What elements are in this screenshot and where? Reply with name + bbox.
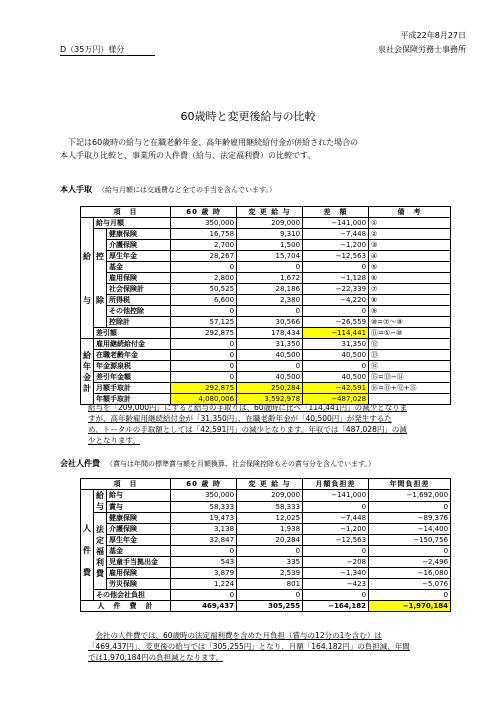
cell-60: 350,000 [171,218,237,229]
cell-note: ⑩=⑦～⑨ [369,317,451,328]
table-row [81,524,451,535]
row-label: 給与月額 [94,218,171,229]
table-header-row [81,479,451,490]
summary-line: 少となります。 [88,436,140,445]
row-label: その他控除 [107,306,171,317]
cell-diff: −22,339 [303,284,369,295]
labor-cost-table [80,478,451,612]
cell-note: ⑬ [369,350,451,361]
row-label: 賞与 [107,501,171,513]
document-date: 平成22年8月27日 [400,31,466,40]
intro-line: 下記は60歳時の給与と在職老齢年金、高年齢雇用継続給付金が併給された場合の [68,138,359,147]
cell-note: ⑯=⑪+⑫+⑮ [369,383,451,394]
row-label: 健康保険 [107,229,171,240]
cell-new-highlight: 3,592,978 [237,394,303,405]
cell-month-diff: −1,200 [303,524,369,535]
cell-month-diff: −1,340 [303,568,369,579]
recipient-label: D（35万円）様分 [60,44,155,56]
col-header: 月額負担差 [303,479,369,490]
table-row [81,590,451,601]
cell-diff: 40,500 [303,372,369,383]
cell-new: 305,255 [237,601,303,612]
cell-year-diff: −2,496 [369,557,451,568]
cell-new: 0 [237,361,303,372]
cell-diff: 0 [303,262,369,273]
row-label: 介護保険 [107,524,171,535]
cell-note: ② [369,229,451,240]
summary-line: では1,970,184円の負担減となります。 [88,653,224,662]
cell-60: 2,700 [171,240,237,251]
cell-month-diff: −12,563 [303,535,369,546]
cell-year-diff: −1,692,000 [369,490,451,502]
summary-line: 会社の人件費では、60歳時の法定福利費を含めた月負担（賞与の12分の1を含む）は [95,631,382,640]
table-row [81,568,451,579]
cell-new: 58,333 [237,501,303,513]
col-header: 項 目 [81,479,171,490]
intro-line: 本人手取り比較と、事業所の人件費（給与、法定福利費）の比較です。 [60,151,316,160]
table-row [81,557,451,568]
row-label: 差引額 [94,328,171,339]
cell-60-highlight: 292,875 [171,383,237,394]
table-row [81,383,451,394]
table-row [81,535,451,546]
take-home-table [80,206,451,405]
cell-diff: 0 [303,306,369,317]
table-row [81,284,451,295]
row-label: 介護保険 [107,240,171,251]
cell-note: ④ [369,251,451,262]
cell-new: 0 [237,546,303,557]
group-label-deduction: 控 除 [94,229,107,328]
table-header-row [81,207,451,218]
table-row [81,372,451,383]
summary-line: め、トータルの手取額としては「42,591円」の減少となります。年収では「487,028円」の減 [88,425,407,434]
group-label-personnel: 人 件 費 [81,490,94,601]
cell-new: 20,284 [237,535,303,546]
col-header: 変 更 給 与 [237,479,303,490]
cell-60: 28,267 [171,251,237,262]
cell-new: 1,938 [237,524,303,535]
cell-month-diff: 0 [303,590,369,601]
col-header: 60 歳 時 [171,207,237,218]
cell-60: 3,879 [171,568,237,579]
document-title: 60歳時と変更後給与の比較 [180,110,316,123]
cell-60: 0 [171,339,237,350]
table-row [81,317,451,328]
cell-note: ⑪=①−⑩ [369,328,451,339]
cell-60: 58,333 [171,501,237,513]
table-row [81,218,451,229]
cell-60: 57,125 [171,317,237,328]
cell-note: ⑦ [369,284,451,295]
cell-diff-highlight: −114,441 [303,328,369,339]
table-row [81,361,451,372]
cell-new: 0 [237,262,303,273]
cell-60: 543 [171,557,237,568]
table-row [81,251,451,262]
summary-line: 給与を「209,000円」にすると給与の手取りは、60歳時に比べ「114,441円」の減少となりま [88,403,408,412]
group-label-pension: 給 年 金 計 [81,339,94,405]
labor-cost-summary [88,630,448,663]
row-label: 雇用保険 [107,273,171,284]
col-header: 年間負担差 [369,479,451,490]
cell-year-diff: −150,756 [369,535,451,546]
office-name: 泉社会保険労務士事務所 [378,45,466,54]
cell-60: 350,000 [171,490,237,502]
cell-new: 209,000 [237,490,303,502]
cell-60: 2,800 [171,273,237,284]
cell-month-diff: −423 [303,579,369,590]
table-row [81,579,451,590]
cell-60: 19,473 [171,513,237,524]
cell-60-highlight: 4,080,006 [171,394,237,405]
cell-new: 1,672 [237,273,303,284]
cell-60: 0 [171,361,237,372]
group-label-salary: 給 与 [81,218,94,339]
row-label: 給与 [107,490,171,502]
cell-60: 0 [171,590,237,601]
table-row [81,490,451,502]
labor-cost-note: （賞与は年間の標準賞与額を月額換算、社会保険控除もその賞与分を含んでいます。） [106,460,375,468]
row-label: 年金源泉税 [94,361,171,372]
cell-month-diff: −7,448 [303,513,369,524]
cell-month-diff: −141,000 [303,490,369,502]
table-row [81,513,451,524]
row-label: 基金 [107,546,171,557]
cell-diff: −26,559 [303,317,369,328]
table-row [81,262,451,273]
cell-new: 2,380 [237,295,303,306]
cell-60: 0 [171,546,237,557]
cell-year-diff: 0 [369,546,451,557]
cell-new: 178,434 [237,328,303,339]
table-row [81,328,451,339]
cell-new: 40,500 [237,350,303,361]
cell-diff-highlight: −487,028 [303,394,369,405]
cell-new: 0 [237,306,303,317]
group-label-welfare: 法 定 福 利 費 [94,513,107,590]
cell-note: ⑭ [369,361,451,372]
cell-new-highlight: 250,284 [237,383,303,394]
col-header: 差 額 [303,207,369,218]
row-label: 雇用保険 [107,568,171,579]
cell-diff: −1,200 [303,240,369,251]
cell-note: ⑤ [369,262,451,273]
cell-60: 0 [171,262,237,273]
table-row [81,240,451,251]
take-home-title: 本人手取 [60,185,92,194]
cell-month-diff: −208 [303,557,369,568]
row-label: 児童手当拠出金 [107,557,171,568]
row-label: 人 件 費 計 [81,601,171,612]
row-label: 月額手取計 [94,383,171,394]
cell-new: 9,310 [237,229,303,240]
cell-new: 1,500 [237,240,303,251]
cell-diff: −7,448 [303,229,369,240]
row-label: 基金 [107,262,171,273]
cell-diff: −12,563 [303,251,369,262]
cell-diff-highlight: −42,591 [303,383,369,394]
cell-note: ⑥ [369,273,451,284]
labor-cost-title: 会社人件費 [60,459,100,468]
cell-new: 335 [237,557,303,568]
table-row [81,273,451,284]
table-row [81,306,451,317]
cell-60: 1,224 [171,579,237,590]
cell-new: 31,350 [237,339,303,350]
row-label: 労災保険 [107,579,171,590]
cell-month-diff: −164,182 [303,601,369,612]
cell-new: 801 [237,579,303,590]
cell-year-diff: −89,376 [369,513,451,524]
table-row [81,546,451,557]
cell-diff: 0 [303,361,369,372]
intro-text [60,136,450,162]
row-label: 社会保険計 [107,284,171,295]
cell-diff: 31,350 [303,339,369,350]
cell-diff: −1,128 [303,273,369,284]
cell-note: ⑨ [369,306,451,317]
table-row [81,295,451,306]
row-label: 差引年金額 [94,372,171,383]
cell-note: ⑫ [369,339,451,350]
cell-new: 0 [237,590,303,601]
cell-note: ⑮=⑬−⑭ [369,372,451,383]
cell-new: 12,025 [237,513,303,524]
row-label: 在職老齢年金 [94,350,171,361]
cell-60: 50,525 [171,284,237,295]
take-home-heading [60,184,276,195]
cell-year-diff: 0 [369,590,451,601]
cell-note: ① [369,218,451,229]
cell-60: 0 [171,372,237,383]
cell-60: 0 [171,350,237,361]
row-label: 所得税 [107,295,171,306]
cell-year-diff: −5,076 [369,579,451,590]
cell-year-diff: −16,080 [369,568,451,579]
cell-diff: −141,000 [303,218,369,229]
col-header: 項 目 [81,207,171,218]
table-row [81,350,451,361]
cell-60: 32,847 [171,535,237,546]
cell-new: 40,500 [237,372,303,383]
cell-new: 2,539 [237,568,303,579]
cell-new: 209,000 [237,218,303,229]
cell-60: 469,437 [171,601,237,612]
row-label: 控除計 [107,317,171,328]
table-row [81,501,451,513]
row-label: 健康保険 [107,513,171,524]
cell-60: 6,600 [171,295,237,306]
summary-line: すが、高年齢雇用継続給付金が「31,350円」、在職老齢年金が「40,500円」が発生するた [88,414,392,423]
row-label: 年額手取計 [94,394,171,405]
col-header: 変 更 給 与 [237,207,303,218]
cell-note: ⑧ [369,295,451,306]
cell-year-diff: −14,400 [369,524,451,535]
cell-month-diff: 0 [303,546,369,557]
row-label: その他会社負担 [94,590,171,601]
summary-line: 「469,437円」、変更後の給与では「305,255円」となり、月額「164,182円」の負担減、年間 [88,642,410,651]
table-row [81,229,451,240]
cell-year-diff-highlight: −1,970,184 [369,601,451,612]
col-header: 60 歳 時 [171,479,237,490]
cell-diff: −4,220 [303,295,369,306]
cell-note: ③ [369,240,451,251]
cell-60: 0 [171,306,237,317]
col-header: 備 考 [369,207,451,218]
table-row [81,339,451,350]
labor-cost-heading [60,458,375,469]
cell-new: 15,704 [237,251,303,262]
row-label: 厚生年金 [107,535,171,546]
row-label: 厚生年金 [107,251,171,262]
cell-month-diff: 0 [303,501,369,513]
cell-60: 292,875 [171,328,237,339]
cell-60: 3,138 [171,524,237,535]
take-home-note: （給与月額には交通費など全ての手当を含んでいます。） [98,186,276,194]
cell-year-diff: 0 [369,501,451,513]
take-home-summary [88,402,448,446]
cell-60: 16,758 [171,229,237,240]
cell-diff: 40,500 [303,350,369,361]
group-label-salary: 給 与 [94,490,107,513]
cell-new: 30,566 [237,317,303,328]
table-total-row [81,601,451,612]
cell-new: 28,186 [237,284,303,295]
row-label: 雇用継続給付金 [94,339,171,350]
